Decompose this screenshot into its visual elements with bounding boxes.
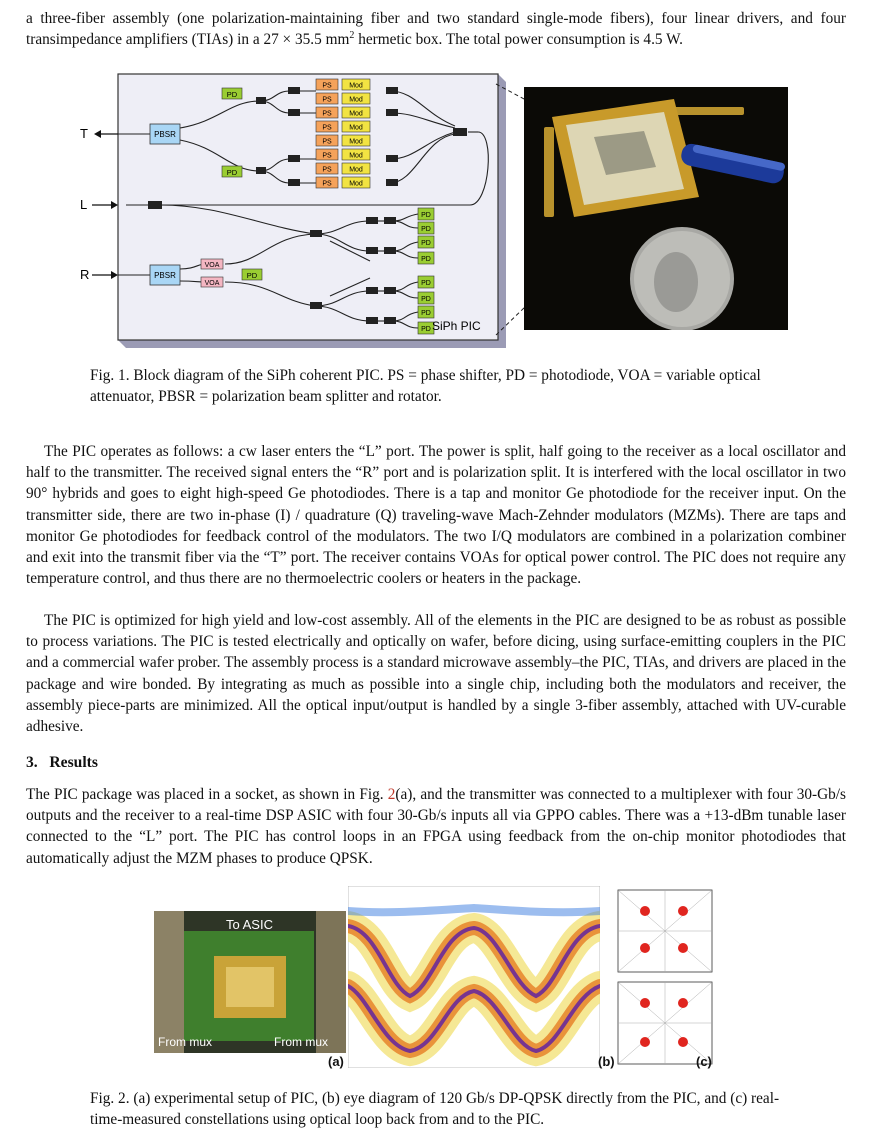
- pbsr-receive: [150, 265, 180, 285]
- svg-text:PD: PD: [421, 326, 431, 333]
- svg-text:Mod: Mod: [349, 82, 363, 90]
- from-mux-left-label: From mux: [158, 1035, 212, 1049]
- fig2-reference-link[interactable]: 2: [387, 786, 396, 803]
- tx-monitor-pd: [222, 88, 242, 99]
- coupler: [386, 179, 398, 186]
- coupler: [310, 302, 322, 309]
- svg-text:Mod: Mod: [349, 110, 363, 118]
- coupler: [384, 317, 396, 324]
- ps-mod-row: [316, 121, 370, 132]
- chip-outline: [118, 74, 498, 340]
- fig1-caption: Fig. 1. Block diagram of the SiPh coherent PIC. PS = phase shifter, PD = photodiode, VOA = variable optical attenuator, PBSR = polarization beam splitter and rotator.: [90, 367, 761, 405]
- constellation-plots: [612, 886, 716, 1066]
- coupler: [453, 128, 467, 136]
- coupler: [288, 155, 300, 162]
- coupler: [288, 87, 300, 94]
- svg-text:PD: PD: [421, 226, 431, 233]
- svg-text:PD: PD: [246, 271, 258, 280]
- ps-mod-row: [316, 79, 370, 90]
- svg-text:PD: PD: [226, 168, 238, 177]
- intro-paragraph: a three-fiber assembly (one polarization-maintaining fiber and two standard single-mode fibers), four linear drivers, and four transimpedance amplifiers (TIAs) in a 27 × 35.5 $mm^2$ hermetic box. The total power consumption is 4.5 W.: [26, 10, 846, 49]
- svg-text:PD: PD: [421, 310, 431, 317]
- package-photo: [524, 87, 788, 330]
- coupler: [288, 179, 300, 186]
- svg-text:PD: PD: [421, 296, 431, 303]
- svg-text:PS: PS: [322, 138, 332, 146]
- fig2-label-b: (b): [598, 1054, 615, 1069]
- eye-diagram: [348, 886, 600, 1068]
- svg-text:Mod: Mod: [349, 180, 363, 188]
- svg-text:PS: PS: [322, 166, 332, 174]
- ps-mod-row: [316, 107, 370, 118]
- svg-text:PD: PD: [226, 90, 238, 99]
- coupler: [384, 217, 396, 224]
- tx-monitor-pd: [222, 166, 242, 177]
- coupler: [384, 247, 396, 254]
- coupler: [386, 109, 398, 116]
- coupler: [366, 317, 378, 324]
- to-asic-label: To ASIC: [226, 917, 273, 932]
- svg-text:PS: PS: [322, 124, 332, 132]
- coupler: [366, 217, 378, 224]
- svg-text:Mod: Mod: [349, 138, 363, 146]
- coupler: [366, 287, 378, 294]
- chip-label: SiPh PIC: [432, 319, 481, 333]
- svg-text:VOA: VOA: [204, 280, 220, 287]
- section-heading: 3. Results: [26, 754, 98, 771]
- coupler: [384, 287, 396, 294]
- ps-mod-row: [316, 93, 370, 104]
- svg-text:PD: PD: [421, 212, 431, 219]
- fig1-block-diagram: [70, 66, 530, 352]
- svg-text:PBSR: PBSR: [154, 130, 176, 139]
- constellation-plot-bottom: [618, 982, 712, 1064]
- setup-photo: [154, 911, 346, 1053]
- ps-mod-row: [316, 149, 370, 160]
- svg-text:Mod: Mod: [349, 124, 363, 132]
- coupler: [366, 247, 378, 254]
- body-paragraph-1: The PIC operates as follows: a cw laser enters the “L” port. The power is split, half going to the receiver as a local oscillator and half to the transmitter. The received signal enters the “R” port and is polarization split. It is interfered with the local oscillator in two 90° hybrids and goes to eight high-speed Ge photodiodes. There is a tap and monitor Ge photodiode for the receiver input. On the transmitter side, there are two in-phase (I) / quadrature (Q) traveling-wave Mach-Zehnder modulators (MZMs). There are taps and monitor Ge photodiodes for feedback control of the modulators. The two I/Q modulators are combined in a polarization combiner and exit into the transmit fiber via the “T” port. The receiver contains VOAs for optical power control. The PIC does not require any temperature control, and thus there are no thermoelectric coolers or heaters in the package.: [26, 443, 846, 588]
- fig2-caption: Fig. 2. (a) experimental setup of PIC, (b) eye diagram of 120 Gb/s DP-QPSK directly from the PIC, and (c) real-time-measured constellations using optical loop back from and to the PIC.: [90, 1090, 780, 1128]
- coupler: [256, 167, 266, 174]
- coupler: [386, 87, 398, 94]
- svg-text:PS: PS: [322, 110, 332, 118]
- rx-monitor-pd: [242, 269, 262, 280]
- fig2-label-a: (a): [328, 1054, 344, 1069]
- coupler: [256, 97, 266, 104]
- results-paragraph: The PIC package was placed in a socket, as shown in Fig. 2(a), and the transmitter was connected to a multiplexer with four 30-Gb/s outputs and the receiver to a real-time DSP ASIC with four 30-Gb/s inputs all via GPPO cables. There was a +13-dBm tunable laser connected to the “L” port. The PIC has control loops in an FPGA using feedback from the on-chip monitor photodiodes that automatically adjust the MZM phases to produce QPSK.: [26, 786, 846, 867]
- svg-text:PD: PD: [421, 240, 431, 247]
- svg-text:PS: PS: [322, 180, 332, 188]
- svg-text:Mod: Mod: [349, 166, 363, 174]
- body-paragraph-2: The PIC is optimized for high yield and low-cost assembly. All of the elements in the PIC are designed to be as robust as possible to process variations. The PIC is tested electrically and optically on wafer, before dicing, using surface-emitting couplers in the PIC and a commercial wafer prober. The assembly process is a standard microwave assembly–the PIC, TIAs, and drivers are placed in the package and wire bonded. By integrating as much as possible into a single chip, including both the modulators and receiver, the assembly piece-parts are minimized. All the optical input/output is handled by a single 3-fiber assembly, attached with UV-curable adhesive.: [26, 612, 846, 736]
- voa-lower: [201, 277, 223, 287]
- svg-text:PD: PD: [421, 256, 431, 263]
- voa-upper: [201, 259, 223, 269]
- ps-mod-row: [316, 135, 370, 146]
- pbsr-transmit: [150, 124, 180, 144]
- ps-mod-row: [316, 177, 370, 188]
- svg-text:PBSR: PBSR: [154, 271, 176, 280]
- coupler: [386, 155, 398, 162]
- port-t-label: T: [80, 126, 88, 141]
- port-r-label: R: [80, 267, 90, 282]
- svg-text:PS: PS: [322, 96, 332, 104]
- coupler: [310, 230, 322, 237]
- svg-text:Mod: Mod: [349, 96, 363, 104]
- svg-text:Mod: Mod: [349, 152, 363, 160]
- svg-text:PS: PS: [322, 82, 332, 90]
- constellation-plot-top: [618, 890, 712, 972]
- coupler: [148, 201, 162, 209]
- svg-text:PS: PS: [322, 152, 332, 160]
- from-mux-right-label: From mux: [274, 1035, 328, 1049]
- ps-mod-row: [316, 163, 370, 174]
- svg-text:VOA: VOA: [204, 262, 220, 269]
- fig2-label-c: (c): [696, 1054, 712, 1069]
- port-l-label: L: [80, 197, 88, 212]
- svg-text:PD: PD: [421, 280, 431, 287]
- coupler: [288, 109, 300, 116]
